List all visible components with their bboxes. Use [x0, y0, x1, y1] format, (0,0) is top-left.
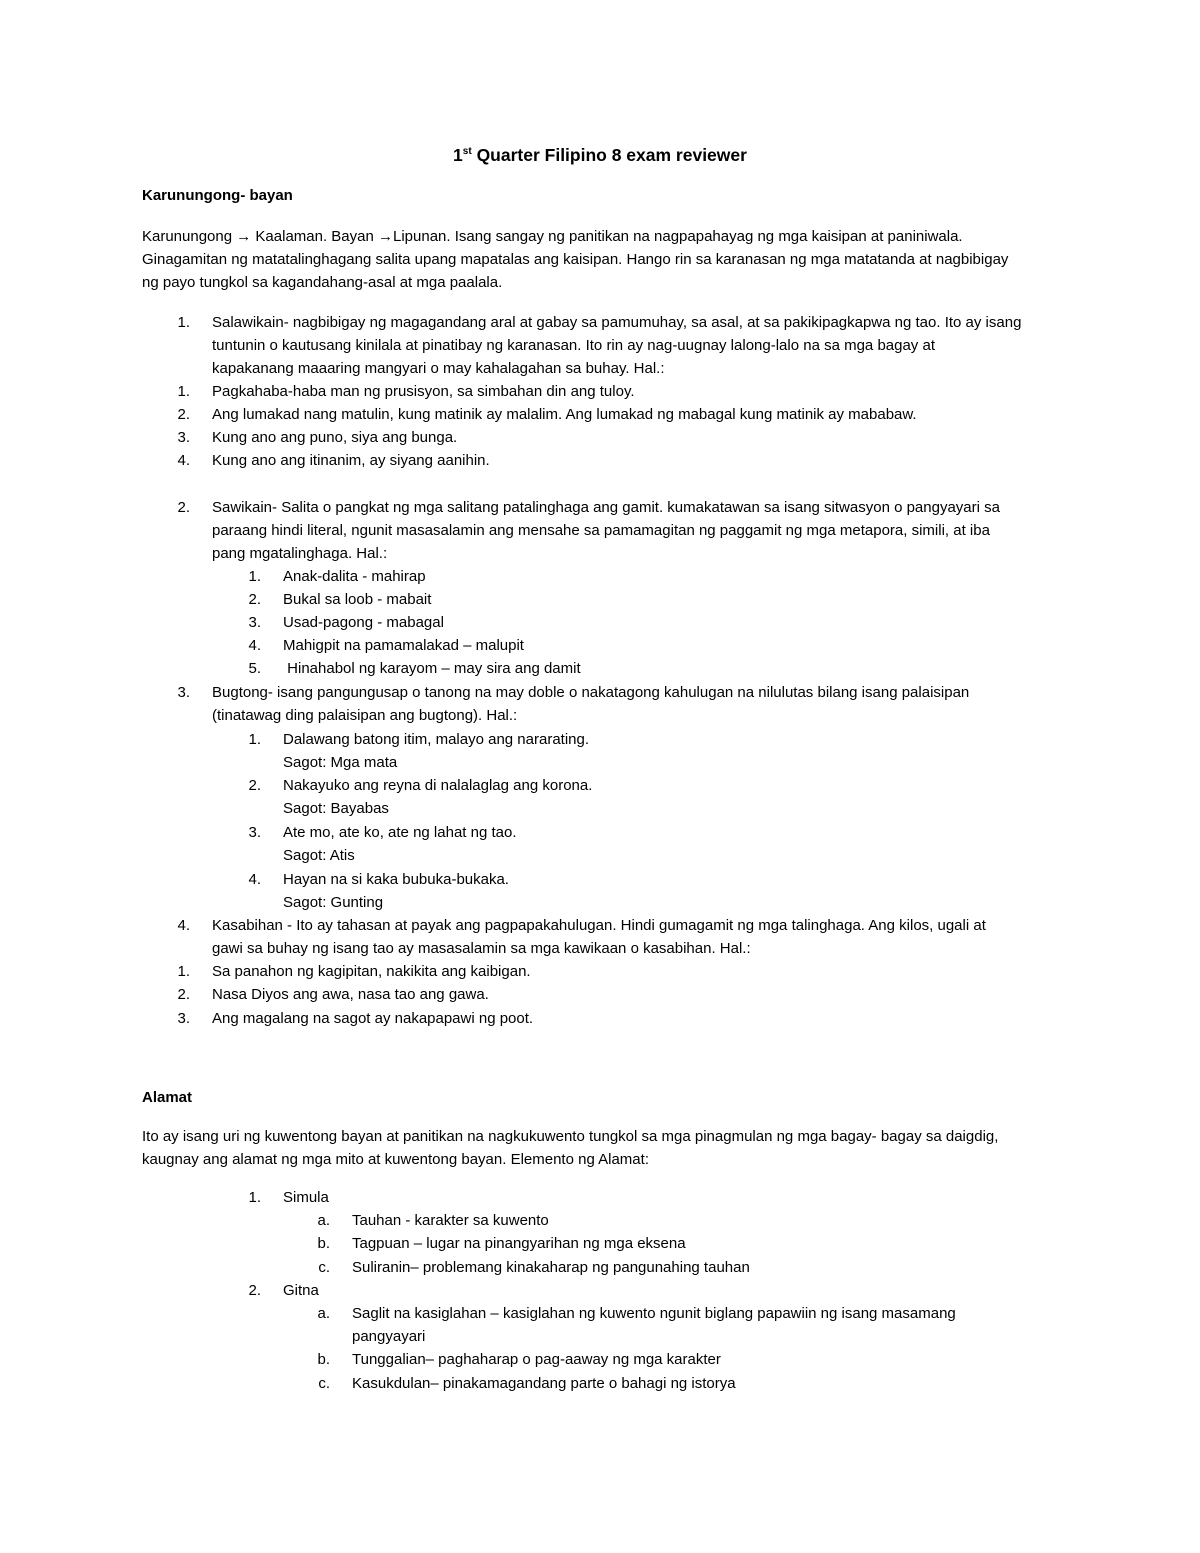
- list-letter: b.: [317, 1351, 330, 1368]
- riddle-answer: Sagot: Bayabas: [283, 800, 389, 817]
- list-item-text: kapakanang maaaring mangyari o may kahalagahan sa buhay. Hal.:: [212, 360, 665, 377]
- list-number: 2.: [248, 777, 261, 794]
- list-number: 1.: [248, 1189, 261, 1206]
- list-number: 5.: [248, 660, 261, 677]
- list-number: 4.: [177, 917, 190, 934]
- riddle-answer: Sagot: Mga mata: [283, 754, 398, 771]
- intro-line: ng payo tungkol sa kagandahang-asal at mga paalala.: [142, 274, 503, 291]
- section-heading-alamat: Alamat: [142, 1089, 193, 1106]
- section-heading-karunungong-bayan: Karunungong- bayan: [142, 187, 293, 204]
- list-number: 3.: [177, 1010, 190, 1027]
- list-item-text: (tinatawag ding palaisipan ang bugtong). Hal.:: [212, 707, 518, 724]
- list-item-text: Kasabihan - Ito ay tahasan at payak ang pagpapakahulugan. Hindi gumagamit ng mga talinghaga. Ang kilos, ugali at: [212, 917, 986, 934]
- list-number: 2.: [177, 499, 190, 516]
- element-item-text: Tagpuan – lugar na pinangyarihan ng mga eksena: [352, 1235, 686, 1252]
- list-item-text: Bugtong- isang pangungusap o tanong na may doble o nakatagong kahulugan na nilulutas bilang isang palaisipan: [212, 684, 970, 701]
- list-letter: b.: [317, 1235, 330, 1252]
- intro-line: kaugnay ang alamat ng mga mito at kuwentong bayan. Elemento ng Alamat:: [142, 1151, 649, 1168]
- list-number: 3.: [177, 684, 190, 701]
- list-number: 3.: [248, 614, 261, 631]
- list-number: 3.: [177, 429, 190, 446]
- list-number: 1.: [177, 963, 190, 980]
- title-number: 1: [453, 145, 463, 165]
- example-text: Ang lumakad nang matulin, kung matinik ay malalim. Ang lumakad ng mabagal kung matinik ay mababaw.: [212, 406, 917, 423]
- riddle-answer: Sagot: Atis: [283, 847, 355, 864]
- list-number: 2.: [248, 591, 261, 608]
- list-letter: a.: [317, 1305, 330, 1322]
- example-text: Ang magalang na sagot ay nakapapawi ng poot.: [212, 1010, 534, 1027]
- example-text: Sa panahon ng kagipitan, nakikita ang kaibigan.: [212, 963, 531, 980]
- example-text: Mahigpit na pamamalakad – malupit: [283, 637, 524, 654]
- list-number: 1.: [248, 568, 261, 585]
- riddle-text: Dalawang batong itim, malayo ang nararating.: [283, 731, 590, 748]
- riddle-text: Hayan na si kaka bubuka-bukaka.: [283, 871, 509, 888]
- list-number: 1.: [248, 731, 261, 748]
- list-number: 2.: [177, 406, 190, 423]
- intro-line: Karunungong → Kaalaman. Bayan →Lipunan. Isang sangay ng panitikan na nagpapahayag ng mga kaisipan at paniniwala.: [142, 228, 963, 245]
- list-number: 4.: [248, 871, 261, 888]
- intro-line: Ito ay isang uri ng kuwentong bayan at panitikan na nagkukuwento tungkol sa mga pinagmulan ng mga bagay- bagay sa daigdig,: [142, 1128, 999, 1145]
- list-item-text: gawi sa buhay ng isang tao ay masasalamin sa mga kawikaan o kasabihan. Hal.:: [212, 940, 751, 957]
- riddle-text: Nakayuko ang reyna di nalalaglag ang korona.: [283, 777, 593, 794]
- page-title: [0, 144, 1200, 166]
- riddle-text: Ate mo, ate ko, ate ng lahat ng tao.: [283, 824, 517, 841]
- list-number: 4.: [248, 637, 261, 654]
- list-number: 2.: [177, 986, 190, 1003]
- list-number: 3.: [248, 824, 261, 841]
- list-number: 1.: [177, 383, 190, 400]
- example-text: Kung ano ang puno, siya ang bunga.: [212, 429, 458, 446]
- example-text: Usad-pagong - mabagal: [283, 614, 444, 631]
- list-item-text: tuntunin o kautusang kinilala at pinatibay ng karanasan. Ito rin ay nag-uugnay lalong-lalo na sa mga bagay at: [212, 337, 935, 354]
- element-item-text: Saglit na kasiglahan – kasiglahan ng kuwento ngunit biglang papawiin ng isang masamang: [352, 1305, 956, 1322]
- list-number: 4.: [177, 452, 190, 469]
- example-text: Pagkahaba-haba man ng prusisyon, sa simbahan din ang tuloy.: [212, 383, 635, 400]
- intro-line: Ginagamitan ng matatalinghagang salita upang mapatalas ang kaisipan. Hango rin sa karanasan ng mga matatanda at nagbibigay: [142, 251, 1009, 268]
- element-item-text: Suliranin– problemang kinakaharap ng pangunahing tauhan: [352, 1259, 750, 1276]
- example-text: Hinahabol ng karayom – may sira ang damit: [283, 660, 581, 677]
- example-text: Anak-dalita - mahirap: [283, 568, 426, 585]
- list-letter: c.: [318, 1259, 330, 1276]
- title-superscript: st: [462, 146, 472, 157]
- title-text: Quarter Filipino 8 exam reviewer: [476, 145, 747, 165]
- example-text: Kung ano ang itinanim, ay siyang aanihin.: [212, 452, 490, 469]
- list-letter: c.: [318, 1375, 330, 1392]
- list-item-text: pang mgatalinghaga. Hal.:: [212, 545, 388, 562]
- element-item-text: pangyayari: [352, 1328, 426, 1345]
- list-item-text: paraang hindi literal, ngunit masasalamin ang mensahe sa pamamagitan ng paggamit ng mga metapora, simili, at iba: [212, 522, 990, 539]
- list-letter: a.: [317, 1212, 330, 1229]
- element-label: Simula: [283, 1189, 329, 1206]
- list-number: 1.: [177, 314, 190, 331]
- example-text: Nasa Diyos ang awa, nasa tao ang gawa.: [212, 986, 489, 1003]
- list-item-text: Salawikain- nagbibigay ng magagandang aral at gabay sa pamumuhay, sa asal, at sa pakikipagkapwa ng tao. Ito ay isang: [212, 314, 1022, 331]
- list-number: 2.: [248, 1282, 261, 1299]
- riddle-answer: Sagot: Gunting: [283, 894, 384, 911]
- element-item-text: Tauhan - karakter sa kuwento: [352, 1212, 549, 1229]
- element-item-text: Tunggalian– paghaharap o pag-aaway ng mga karakter: [352, 1351, 721, 1368]
- list-item-text: Sawikain- Salita o pangkat ng mga salitang patalinghaga ang gamit. kumakatawan sa isang sitwasyon o pangyayari sa: [212, 499, 1000, 516]
- element-item-text: Kasukdulan– pinakamagandang parte o bahagi ng istorya: [352, 1375, 736, 1392]
- element-label: Gitna: [283, 1282, 319, 1299]
- example-text: Bukal sa loob - mabait: [283, 591, 432, 608]
